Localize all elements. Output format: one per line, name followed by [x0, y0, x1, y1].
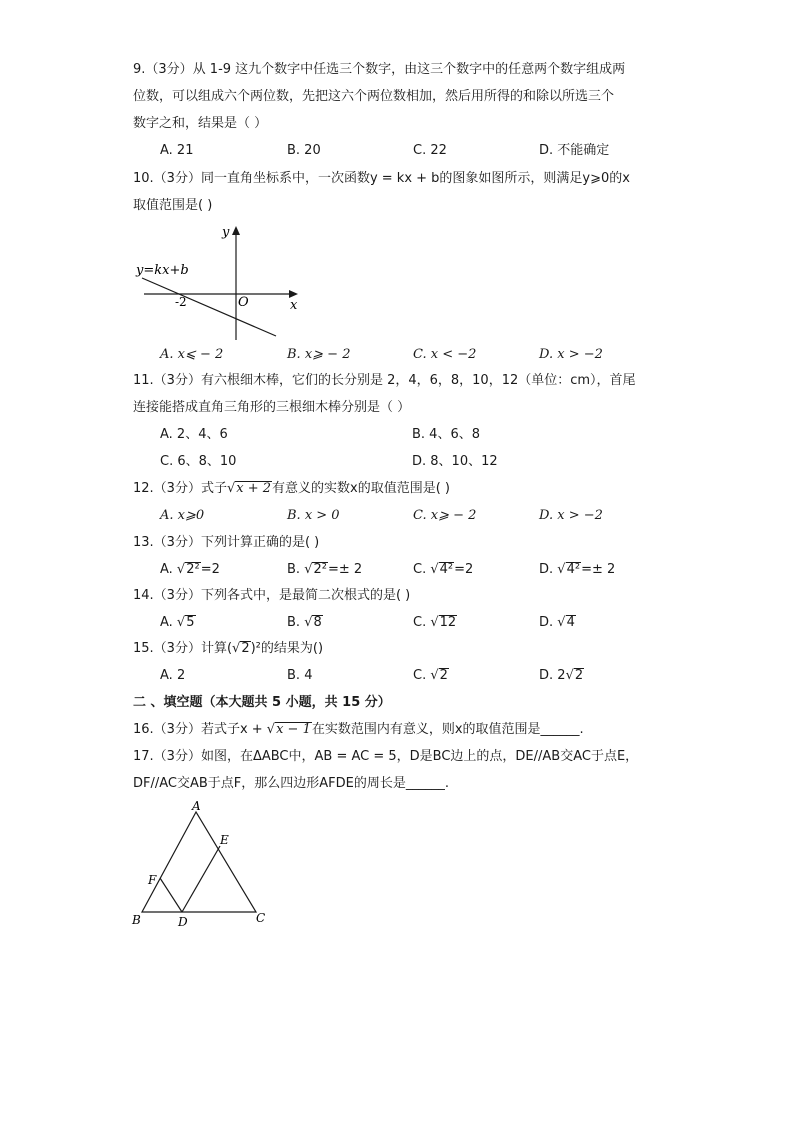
q14-option-b-letter: B. [287, 615, 301, 630]
q13-option-b-letter: B. [287, 562, 301, 577]
q9-option-a[interactable]: A. 21 [160, 143, 194, 158]
q17-triangle-figure [128, 798, 278, 930]
q17-label-d: D [178, 915, 188, 929]
q12-stem-prefix: 12.（3分）式子 [133, 481, 227, 496]
section-fill-in-blank-heading: 二 、填空题（本大题共 5 小题，共 15 分） [133, 695, 391, 710]
q11-option-c[interactable]: C. 6、8、10 [160, 454, 237, 469]
q10-linear-function-graph [130, 222, 310, 342]
q14-option-b-radicand: 8 [313, 615, 322, 630]
q11-option-a[interactable]: A. 2、4、6 [160, 427, 228, 442]
q16-stem-prefix: 16.（3分）若式子x + [133, 722, 267, 737]
q14-stem: 14.（3分）下列各式中，是最简二次根式的是( ) [133, 588, 411, 603]
q12-option-c[interactable]: C. x⩾ − 2 [413, 508, 477, 523]
q15-option-c-letter: C. [413, 668, 427, 683]
q14-option-d[interactable]: D. √4 [539, 615, 575, 630]
q11-option-b[interactable]: B. 4、6、8 [412, 427, 480, 442]
q14-option-a-letter: A. [160, 615, 173, 630]
q14-option-c-radicand: 12 [439, 615, 457, 630]
q10-x-axis-arrow [289, 290, 298, 298]
q10-y-axis-label: y [222, 225, 230, 240]
q10-stem-line1: 10.（3分）同一直角坐标系中，一次函数y = kx + b的图象如图所示，则满足y⩾0的x [133, 171, 630, 186]
q9-stem-line2: 位数，可以组成六个两位数，先把这六个两位数相加，然后用所得的和除以所选三个 [133, 89, 615, 104]
q15-option-d-coef: 2 [557, 668, 566, 683]
q17-segment-df [160, 878, 182, 912]
q14-option-c[interactable]: C. √12 [413, 615, 457, 630]
q10-option-a[interactable]: A. x⩽ − 2 [160, 347, 224, 362]
q15-option-a-value: 2 [176, 668, 186, 683]
q14-option-d-letter: D. [539, 615, 554, 630]
q14-option-b[interactable]: B. √8 [287, 615, 322, 630]
q10-option-b[interactable]: B. x⩾ − 2 [287, 347, 351, 362]
q12-option-b[interactable]: B. x > 0 [287, 508, 340, 523]
q15-option-a-letter: A. [160, 668, 173, 683]
q13-option-b-radicand: 2² [313, 562, 327, 577]
q15-option-c-radicand: 2 [439, 668, 448, 683]
q13-option-d-rest: =± 2 [581, 562, 616, 577]
q14-option-a-radicand: 5 [186, 615, 195, 630]
q13-option-a-radicand: 2² [186, 562, 200, 577]
q13-option-d-radicand: 4² [566, 562, 581, 577]
q17-label-a: A [192, 799, 201, 813]
q9-stem-line1: 9.（3分）从 1-9 这九个数字中任选三个数字，由这三个数字中的任意两个数字组成两 [133, 62, 626, 77]
q10-x-axis-label: x [290, 298, 298, 313]
q13-option-a-letter: A. [160, 562, 173, 577]
q13-option-c-rest: =2 [454, 562, 474, 577]
q17-label-e: E [220, 833, 229, 847]
q17-label-f: F [148, 873, 157, 887]
q13-option-a[interactable]: A. √2²=2 [160, 562, 220, 577]
q15-option-b-letter: B. [287, 668, 301, 683]
q15-stem-prefix: 15.（3分）计算( [133, 641, 233, 656]
q9-option-d[interactable]: D. 不能确定 [539, 143, 610, 158]
q17-stem-line2: DF//AC交AB于点F，那么四边形AFDE的周长是______. [133, 776, 450, 791]
q12-option-a[interactable]: A. x⩾0 [160, 508, 205, 523]
q13-option-c[interactable]: C. √4²=2 [413, 562, 474, 577]
q9-option-b[interactable]: B. 20 [287, 143, 321, 158]
q16-radicand: x − 1 [276, 722, 311, 737]
q17-label-b: B [132, 913, 141, 927]
q13-option-c-letter: C. [413, 562, 427, 577]
q13-option-b[interactable]: B. √2²=± 2 [287, 562, 363, 577]
q14-option-a[interactable]: A. √5 [160, 615, 195, 630]
q9-option-c[interactable]: C. 22 [413, 143, 447, 158]
q13-option-b-rest: =± 2 [327, 562, 363, 577]
q10-y-axis-arrow [232, 226, 240, 235]
q10-option-d[interactable]: D. x > −2 [539, 347, 603, 362]
q10-option-c[interactable]: C. x < −2 [413, 347, 477, 362]
q15-option-d-radicand: 2 [574, 668, 584, 683]
q15-option-d[interactable]: D. 2√2 [539, 668, 584, 683]
q13-option-a-rest: =2 [200, 562, 220, 577]
q12-option-d[interactable]: D. x > −2 [539, 508, 603, 523]
q16-stem: 16.（3分）若式子x + √x − 1在实数范围内有意义，则x的取值范围是______. [133, 722, 584, 737]
q11-stem-line2: 连接能搭成直角三角形的三根细木棒分别是（ ） [133, 400, 411, 415]
q15-stem-suffix: )²的结果为() [250, 641, 324, 656]
q10-stem-line2: 取值范围是( ) [133, 198, 213, 213]
q15-option-a[interactable] [160, 667, 185, 685]
q14-option-c-letter: C. [413, 615, 427, 630]
q12-stem [133, 480, 450, 498]
q12-stem-suffix: 有意义的实数x的取值范围是( ) [272, 481, 450, 496]
q9-stem-line3: 数字之和，结果是（ ） [133, 116, 268, 131]
q10-function-line [142, 278, 276, 336]
q13-option-c-radicand: 4² [439, 562, 454, 577]
q10-origin-label: O [238, 295, 249, 310]
q17-segment-de [182, 846, 220, 912]
q17-triangle-abc [142, 812, 256, 912]
q17-stem-line1: 17.（3分）如图，在ΔABC中，AB = AC = 5，D是BC边上的点，DE//AB交AC于点E， [133, 749, 639, 764]
sqrt-symbol: √ [226, 481, 236, 496]
q11-option-d[interactable]: D. 8、10、12 [412, 454, 498, 469]
q15-stem: 15.（3分）计算(√2)²的结果为() [133, 641, 324, 656]
q13-option-d-letter: D. [539, 562, 554, 577]
q17-label-c: C [256, 911, 266, 925]
q12-radicand: x + 2 [236, 481, 272, 496]
q15-option-b[interactable] [287, 667, 312, 685]
q13-stem: 13.（3分）下列计算正确的是( ) [133, 535, 320, 550]
q10-intercept-label: -2 [175, 295, 187, 309]
q10-function-label: y=kx+b [136, 263, 189, 278]
q15-option-c[interactable]: C. √2 [413, 668, 448, 683]
q16-stem-suffix: 在实数范围内有意义，则x的取值范围是______. [311, 722, 584, 737]
q14-option-d-radicand: 4 [566, 615, 575, 630]
q15-option-b-value: 4 [304, 668, 313, 683]
q15-radicand: 2 [241, 641, 250, 656]
q11-stem-line1: 11.（3分）有六根细木棒，它们的长分别是 2，4，6，8，10，12（单位：cm），首尾 [133, 373, 636, 388]
q13-option-d[interactable]: D. √4²=± 2 [539, 562, 616, 577]
q15-option-d-letter: D. [539, 668, 554, 683]
